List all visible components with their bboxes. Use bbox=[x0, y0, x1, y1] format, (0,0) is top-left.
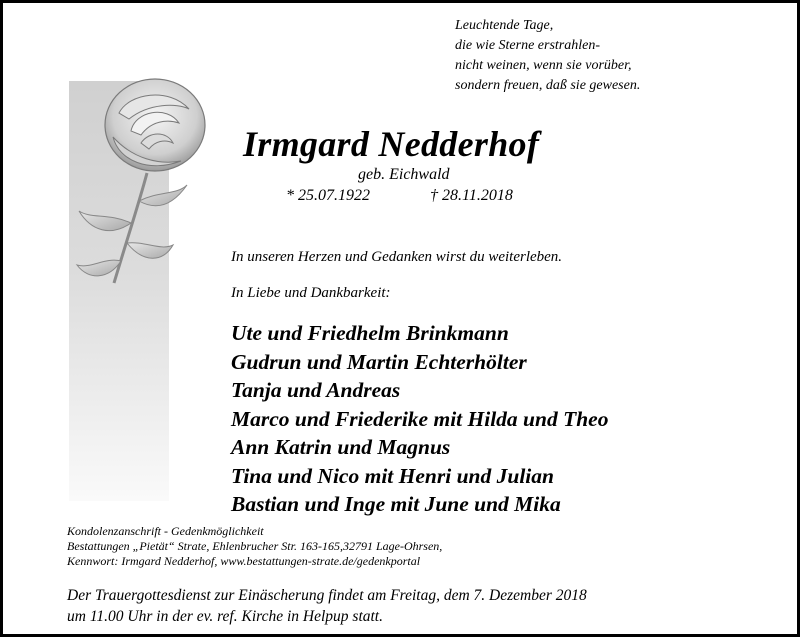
poem-line: sondern freuen, daß sie gewesen. bbox=[455, 78, 641, 93]
death-date: † 28.11.2018 bbox=[430, 187, 513, 204]
service-line: um 11.00 Uhr in der ev. ref. Kirche in Helpup statt. bbox=[67, 608, 383, 625]
poem-line: nicht weinen, wenn sie vorüber, bbox=[455, 58, 632, 73]
service-announcement bbox=[67, 585, 587, 627]
mourner-entry: Gudrun und Martin Echterhölter bbox=[231, 349, 527, 374]
memorial-message: In unseren Herzen und Gedanken wirst du weiterleben. bbox=[231, 249, 563, 265]
condolence-contact bbox=[67, 524, 442, 569]
mourner-entry: Ann Katrin und Magnus bbox=[231, 435, 451, 459]
deceased-name: Irmgard Nedderhof bbox=[243, 124, 540, 164]
mourners-list bbox=[231, 319, 608, 519]
mourner-entry: Ute und Friedhelm Brinkmann bbox=[231, 321, 509, 345]
contact-line: Bestattungen „Pietät“ Strate, Ehlenbrucher Str. 163-165,32791 Lage-Ohrsen, bbox=[67, 539, 443, 553]
rose-image bbox=[69, 73, 209, 303]
poem-line: Leuchtende Tage, bbox=[455, 18, 554, 33]
service-line: Der Trauergottesdienst zur Einäscherung findet am Freitag, dem 7. Dezember 2018 bbox=[67, 587, 587, 604]
dedication-line: In Liebe und Dankbarkeit: bbox=[231, 285, 391, 301]
mourner-entry: Marco und Friederike mit Hilda und Theo bbox=[231, 406, 609, 431]
contact-line: Kennwort: Irmgard Nedderhof, www.bestattungen-strate.de/gedenkportal bbox=[67, 554, 421, 568]
poem-line: die wie Sterne erstrahlen- bbox=[455, 38, 601, 53]
mourner-entry: Bastian und Inge mit June und Mika bbox=[231, 492, 561, 516]
contact-line: Kondolenzanschrift - Gedenkmöglichkeit bbox=[67, 524, 264, 538]
birth-name: geb. Eichwald bbox=[358, 166, 450, 183]
birth-date: * 25.07.1922 bbox=[286, 187, 370, 204]
poem bbox=[455, 16, 640, 96]
mourner-entry: Tina und Nico mit Henri und Julian bbox=[231, 463, 554, 488]
mourner-entry: Tanja und Andreas bbox=[231, 378, 401, 402]
